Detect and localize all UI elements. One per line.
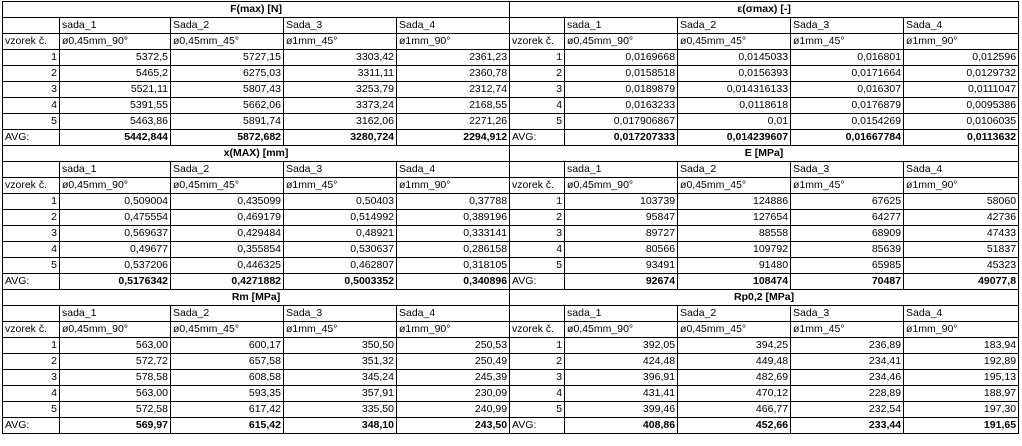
value-cell: 0,475554 [60, 210, 171, 226]
avg-value: 0,340896 [397, 274, 510, 290]
value-cell: 335,50 [284, 402, 397, 418]
value-cell: 47433 [904, 226, 1019, 242]
avg-label: AVG: [3, 130, 60, 146]
sample-number: 2 [510, 66, 565, 82]
set-name: Sada_2 [678, 306, 791, 322]
sample-header: vzorek č. [3, 322, 60, 338]
avg-label: AVG: [510, 274, 565, 290]
set-parameter: ø0,45mm_90° [60, 322, 171, 338]
value-cell: 0,333141 [397, 226, 510, 242]
value-cell: 578,58 [60, 370, 171, 386]
value-cell: 563,00 [60, 338, 171, 354]
value-cell: 0,530637 [284, 242, 397, 258]
set-name: Sada_4 [904, 18, 1019, 34]
param-header-row [3, 34, 1019, 50]
sample-number: 1 [510, 194, 565, 210]
value-cell: 0,469179 [171, 210, 284, 226]
value-cell: 0,0129732 [904, 66, 1019, 82]
set-parameter: ø0,45mm_45° [171, 34, 284, 50]
value-cell: 67625 [791, 194, 904, 210]
value-cell: 0,435099 [171, 194, 284, 210]
set-header-row [3, 18, 1019, 34]
set-parameter: ø0,45mm_45° [678, 34, 791, 50]
empty-cell [510, 306, 565, 322]
set-parameter: ø0,45mm_90° [60, 178, 171, 194]
value-cell: 394,25 [678, 338, 791, 354]
value-cell: 65985 [791, 258, 904, 274]
empty-cell [3, 18, 60, 34]
value-cell: 0,49677 [60, 242, 171, 258]
avg-value: 243,50 [397, 418, 510, 434]
value-cell: 95847 [565, 210, 678, 226]
value-cell: 197,30 [904, 402, 1019, 418]
value-cell: 250,53 [397, 338, 510, 354]
table-row [3, 194, 1019, 210]
value-cell: 0,446325 [171, 258, 284, 274]
value-cell: 617,42 [171, 402, 284, 418]
value-cell: 5807,43 [171, 82, 284, 98]
value-cell: 236,89 [791, 338, 904, 354]
value-cell: 0,017906867 [565, 114, 678, 130]
value-cell: 593,35 [171, 386, 284, 402]
value-cell: 2271,26 [397, 114, 510, 130]
set-parameter: ø1mm_90° [397, 34, 510, 50]
avg-value: 408,86 [565, 418, 678, 434]
sample-number: 2 [510, 210, 565, 226]
sample-header: vzorek č. [3, 178, 60, 194]
avg-value: 5442,844 [60, 130, 171, 146]
avg-value: 233,44 [791, 418, 904, 434]
value-cell: 3311,11 [284, 66, 397, 82]
table-title: ε(σmax) [-] [510, 2, 1019, 18]
avg-value: 2294,912 [397, 130, 510, 146]
avg-value: 348,10 [284, 418, 397, 434]
table-row [3, 242, 1019, 258]
value-cell: 58060 [904, 194, 1019, 210]
value-cell: 103739 [565, 194, 678, 210]
value-cell: 0,0145033 [678, 50, 791, 66]
set-name: Sada_3 [284, 18, 397, 34]
sample-number: 3 [510, 370, 565, 386]
value-cell: 657,58 [171, 354, 284, 370]
value-cell: 0,318105 [397, 258, 510, 274]
avg-value: 191,65 [904, 418, 1019, 434]
avg-value: 92674 [565, 274, 678, 290]
value-cell: 64277 [791, 210, 904, 226]
value-cell: 608,58 [171, 370, 284, 386]
value-cell: 228,89 [791, 386, 904, 402]
sample-number: 1 [3, 338, 60, 354]
avg-value: 5872,682 [171, 130, 284, 146]
set-name: sada_1 [60, 306, 171, 322]
table-row [3, 226, 1019, 242]
sample-number: 5 [3, 114, 60, 130]
avg-row [3, 418, 1019, 434]
value-cell: 0,509004 [60, 194, 171, 210]
value-cell: 0,012596 [904, 50, 1019, 66]
avg-value: 0,5003352 [284, 274, 397, 290]
value-cell: 0,389196 [397, 210, 510, 226]
set-parameter: ø0,45mm_45° [171, 322, 284, 338]
sample-number: 5 [3, 258, 60, 274]
avg-label: AVG: [3, 274, 60, 290]
set-parameter: ø1mm_45° [791, 34, 904, 50]
value-cell: 0,0163233 [565, 98, 678, 114]
table-row [3, 354, 1019, 370]
value-cell: 250,49 [397, 354, 510, 370]
set-parameter: ø1mm_90° [904, 178, 1019, 194]
value-cell: 2361,23 [397, 50, 510, 66]
value-cell: 2312,74 [397, 82, 510, 98]
results-table [2, 1, 1019, 434]
value-cell: 0,0118618 [678, 98, 791, 114]
set-parameter: ø1mm_90° [904, 34, 1019, 50]
value-cell: 6275,03 [171, 66, 284, 82]
set-name: Sada_3 [284, 162, 397, 178]
value-cell: 0,0189879 [565, 82, 678, 98]
value-cell: 183,94 [904, 338, 1019, 354]
value-cell: 470,12 [678, 386, 791, 402]
sample-number: 5 [510, 114, 565, 130]
set-name: sada_1 [60, 162, 171, 178]
value-cell: 0,0154269 [791, 114, 904, 130]
set-parameter: ø0,45mm_45° [678, 322, 791, 338]
empty-cell [510, 162, 565, 178]
set-name: Sada_4 [904, 306, 1019, 322]
value-cell: 230,09 [397, 386, 510, 402]
value-cell: 0,0171664 [791, 66, 904, 82]
value-cell: 350,50 [284, 338, 397, 354]
value-cell: 3253,79 [284, 82, 397, 98]
value-cell: 232,54 [791, 402, 904, 418]
table-row [3, 98, 1019, 114]
sample-number: 3 [3, 226, 60, 242]
sample-number: 3 [510, 82, 565, 98]
set-name: Sada_4 [397, 162, 510, 178]
set-parameter: ø0,45mm_90° [565, 34, 678, 50]
sample-number: 4 [3, 386, 60, 402]
table-row [3, 258, 1019, 274]
set-name: Sada_4 [904, 162, 1019, 178]
empty-cell [510, 18, 565, 34]
set-parameter: ø1mm_90° [397, 178, 510, 194]
set-name: Sada_3 [791, 18, 904, 34]
value-cell: 0,355854 [171, 242, 284, 258]
set-name: Sada_3 [791, 162, 904, 178]
value-cell: 0,462807 [284, 258, 397, 274]
sample-number: 5 [510, 402, 565, 418]
value-cell: 124886 [678, 194, 791, 210]
set-name: sada_1 [565, 306, 678, 322]
value-cell: 357,91 [284, 386, 397, 402]
param-header-row [3, 178, 1019, 194]
value-cell: 0,0095386 [904, 98, 1019, 114]
set-name: Sada_2 [171, 18, 284, 34]
table-title: x(MAX) [mm] [3, 146, 510, 162]
table-row [3, 370, 1019, 386]
value-cell: 127654 [678, 210, 791, 226]
set-name: Sada_4 [397, 18, 510, 34]
sample-number: 4 [510, 98, 565, 114]
value-cell: 5391,55 [60, 98, 171, 114]
sample-number: 1 [3, 50, 60, 66]
sample-number: 2 [3, 66, 60, 82]
value-cell: 68909 [791, 226, 904, 242]
table-row [3, 66, 1019, 82]
value-cell: 0,016307 [791, 82, 904, 98]
avg-label: AVG: [510, 130, 565, 146]
avg-label: AVG: [3, 418, 60, 434]
value-cell: 0,016801 [791, 50, 904, 66]
block-title-row [3, 290, 1019, 306]
value-cell: 600,17 [171, 338, 284, 354]
value-cell: 0,0156393 [678, 66, 791, 82]
avg-value: 0,5176342 [60, 274, 171, 290]
value-cell: 466,77 [678, 402, 791, 418]
value-cell: 91480 [678, 258, 791, 274]
value-cell: 0,0176879 [791, 98, 904, 114]
value-cell: 0,014316133 [678, 82, 791, 98]
avg-value: 0,014239607 [678, 130, 791, 146]
table-row [3, 386, 1019, 402]
table-row [3, 210, 1019, 226]
set-name: Sada_2 [678, 18, 791, 34]
set-parameter: ø1mm_45° [284, 322, 397, 338]
value-cell: 0,514992 [284, 210, 397, 226]
avg-value: 0,0113632 [904, 130, 1019, 146]
avg-value: 0,017207333 [565, 130, 678, 146]
set-parameter: ø0,45mm_90° [565, 178, 678, 194]
value-cell: 0,0111047 [904, 82, 1019, 98]
value-cell: 3303,42 [284, 50, 397, 66]
sample-number: 3 [3, 370, 60, 386]
value-cell: 85639 [791, 242, 904, 258]
sample-number: 2 [3, 210, 60, 226]
set-parameter: ø1mm_45° [284, 178, 397, 194]
set-parameter: ø1mm_90° [904, 322, 1019, 338]
sample-number: 4 [510, 386, 565, 402]
set-name: sada_1 [565, 162, 678, 178]
value-cell: 45323 [904, 258, 1019, 274]
value-cell: 399,46 [565, 402, 678, 418]
set-parameter: ø1mm_45° [284, 34, 397, 50]
value-cell: 431,41 [565, 386, 678, 402]
value-cell: 51837 [904, 242, 1019, 258]
avg-value: 108474 [678, 274, 791, 290]
value-cell: 195,13 [904, 370, 1019, 386]
value-cell: 234,41 [791, 354, 904, 370]
set-name: sada_1 [60, 18, 171, 34]
value-cell: 5727,15 [171, 50, 284, 66]
empty-cell [3, 306, 60, 322]
sample-header: vzorek č. [510, 178, 565, 194]
value-cell: 482,69 [678, 370, 791, 386]
table-title: Rp0,2 [MPa] [510, 290, 1019, 306]
set-parameter: ø0,45mm_90° [60, 34, 171, 50]
value-cell: 572,58 [60, 402, 171, 418]
set-name: Sada_2 [171, 162, 284, 178]
sample-number: 1 [3, 194, 60, 210]
value-cell: 109792 [678, 242, 791, 258]
sample-header: vzorek č. [3, 34, 60, 50]
value-cell: 0,429484 [171, 226, 284, 242]
sample-number: 4 [510, 242, 565, 258]
sample-number: 2 [3, 354, 60, 370]
set-parameter: ø0,45mm_45° [171, 178, 284, 194]
set-parameter: ø0,45mm_90° [565, 322, 678, 338]
avg-value: 569,97 [60, 418, 171, 434]
value-cell: 0,37788 [397, 194, 510, 210]
value-cell: 192,89 [904, 354, 1019, 370]
block-title-row [3, 2, 1019, 18]
set-name: Sada_2 [171, 306, 284, 322]
value-cell: 5662,06 [171, 98, 284, 114]
value-cell: 2168,55 [397, 98, 510, 114]
value-cell: 0,50403 [284, 194, 397, 210]
table-title: E [MPa] [510, 146, 1019, 162]
table-title: F(max) [N] [3, 2, 510, 18]
avg-row [3, 130, 1019, 146]
avg-value: 49077,8 [904, 274, 1019, 290]
set-parameter: ø1mm_45° [791, 322, 904, 338]
table-title: Rm [MPa] [3, 290, 510, 306]
sample-number: 5 [3, 402, 60, 418]
avg-row [3, 274, 1019, 290]
sample-number: 4 [3, 98, 60, 114]
avg-value: 70487 [791, 274, 904, 290]
value-cell: 424,48 [565, 354, 678, 370]
sample-number: 3 [3, 82, 60, 98]
sample-header: vzorek č. [510, 322, 565, 338]
value-cell: 240,99 [397, 402, 510, 418]
set-parameter: ø0,45mm_45° [678, 178, 791, 194]
avg-value: 615,42 [171, 418, 284, 434]
avg-value: 3280,724 [284, 130, 397, 146]
set-name: Sada_3 [791, 306, 904, 322]
sample-number: 1 [510, 50, 565, 66]
value-cell: 0,0106035 [904, 114, 1019, 130]
spreadsheet [2, 1, 1018, 445]
block-title-row [3, 146, 1019, 162]
value-cell: 188,97 [904, 386, 1019, 402]
avg-label: AVG: [510, 418, 565, 434]
value-cell: 3162,06 [284, 114, 397, 130]
value-cell: 0,48921 [284, 226, 397, 242]
table-row [3, 338, 1019, 354]
value-cell: 345,24 [284, 370, 397, 386]
sample-number: 5 [510, 258, 565, 274]
value-cell: 392,05 [565, 338, 678, 354]
table-row [3, 114, 1019, 130]
value-cell: 351,32 [284, 354, 397, 370]
value-cell: 42736 [904, 210, 1019, 226]
value-cell: 0,01 [678, 114, 791, 130]
value-cell: 89727 [565, 226, 678, 242]
value-cell: 245,39 [397, 370, 510, 386]
avg-value: 0,4271882 [171, 274, 284, 290]
table-row [3, 402, 1019, 418]
sample-number: 1 [510, 338, 565, 354]
value-cell: 0,286158 [397, 242, 510, 258]
set-parameter: ø1mm_45° [791, 178, 904, 194]
value-cell: 5463,86 [60, 114, 171, 130]
value-cell: 0,537206 [60, 258, 171, 274]
value-cell: 88558 [678, 226, 791, 242]
param-header-row [3, 322, 1019, 338]
sample-number: 3 [510, 226, 565, 242]
value-cell: 234,46 [791, 370, 904, 386]
value-cell: 5521,11 [60, 82, 171, 98]
set-header-row [3, 306, 1019, 322]
value-cell: 80566 [565, 242, 678, 258]
empty-cell [3, 162, 60, 178]
value-cell: 0,0169668 [565, 50, 678, 66]
value-cell: 2360,78 [397, 66, 510, 82]
set-name: Sada_4 [397, 306, 510, 322]
set-name: Sada_3 [284, 306, 397, 322]
value-cell: 3373,24 [284, 98, 397, 114]
table-row [3, 82, 1019, 98]
sample-number: 2 [510, 354, 565, 370]
value-cell: 5465,2 [60, 66, 171, 82]
value-cell: 449,48 [678, 354, 791, 370]
set-header-row [3, 162, 1019, 178]
value-cell: 5372,5 [60, 50, 171, 66]
value-cell: 563,00 [60, 386, 171, 402]
avg-value: 452,66 [678, 418, 791, 434]
value-cell: 5891,74 [171, 114, 284, 130]
value-cell: 572,72 [60, 354, 171, 370]
avg-value: 0,01667784 [791, 130, 904, 146]
value-cell: 396,91 [565, 370, 678, 386]
set-name: sada_1 [565, 18, 678, 34]
set-name: Sada_2 [678, 162, 791, 178]
value-cell: 0,569637 [60, 226, 171, 242]
value-cell: 93491 [565, 258, 678, 274]
value-cell: 0,0158518 [565, 66, 678, 82]
sample-header: vzorek č. [510, 34, 565, 50]
sample-number: 4 [3, 242, 60, 258]
table-row [3, 50, 1019, 66]
set-parameter: ø1mm_90° [397, 322, 510, 338]
